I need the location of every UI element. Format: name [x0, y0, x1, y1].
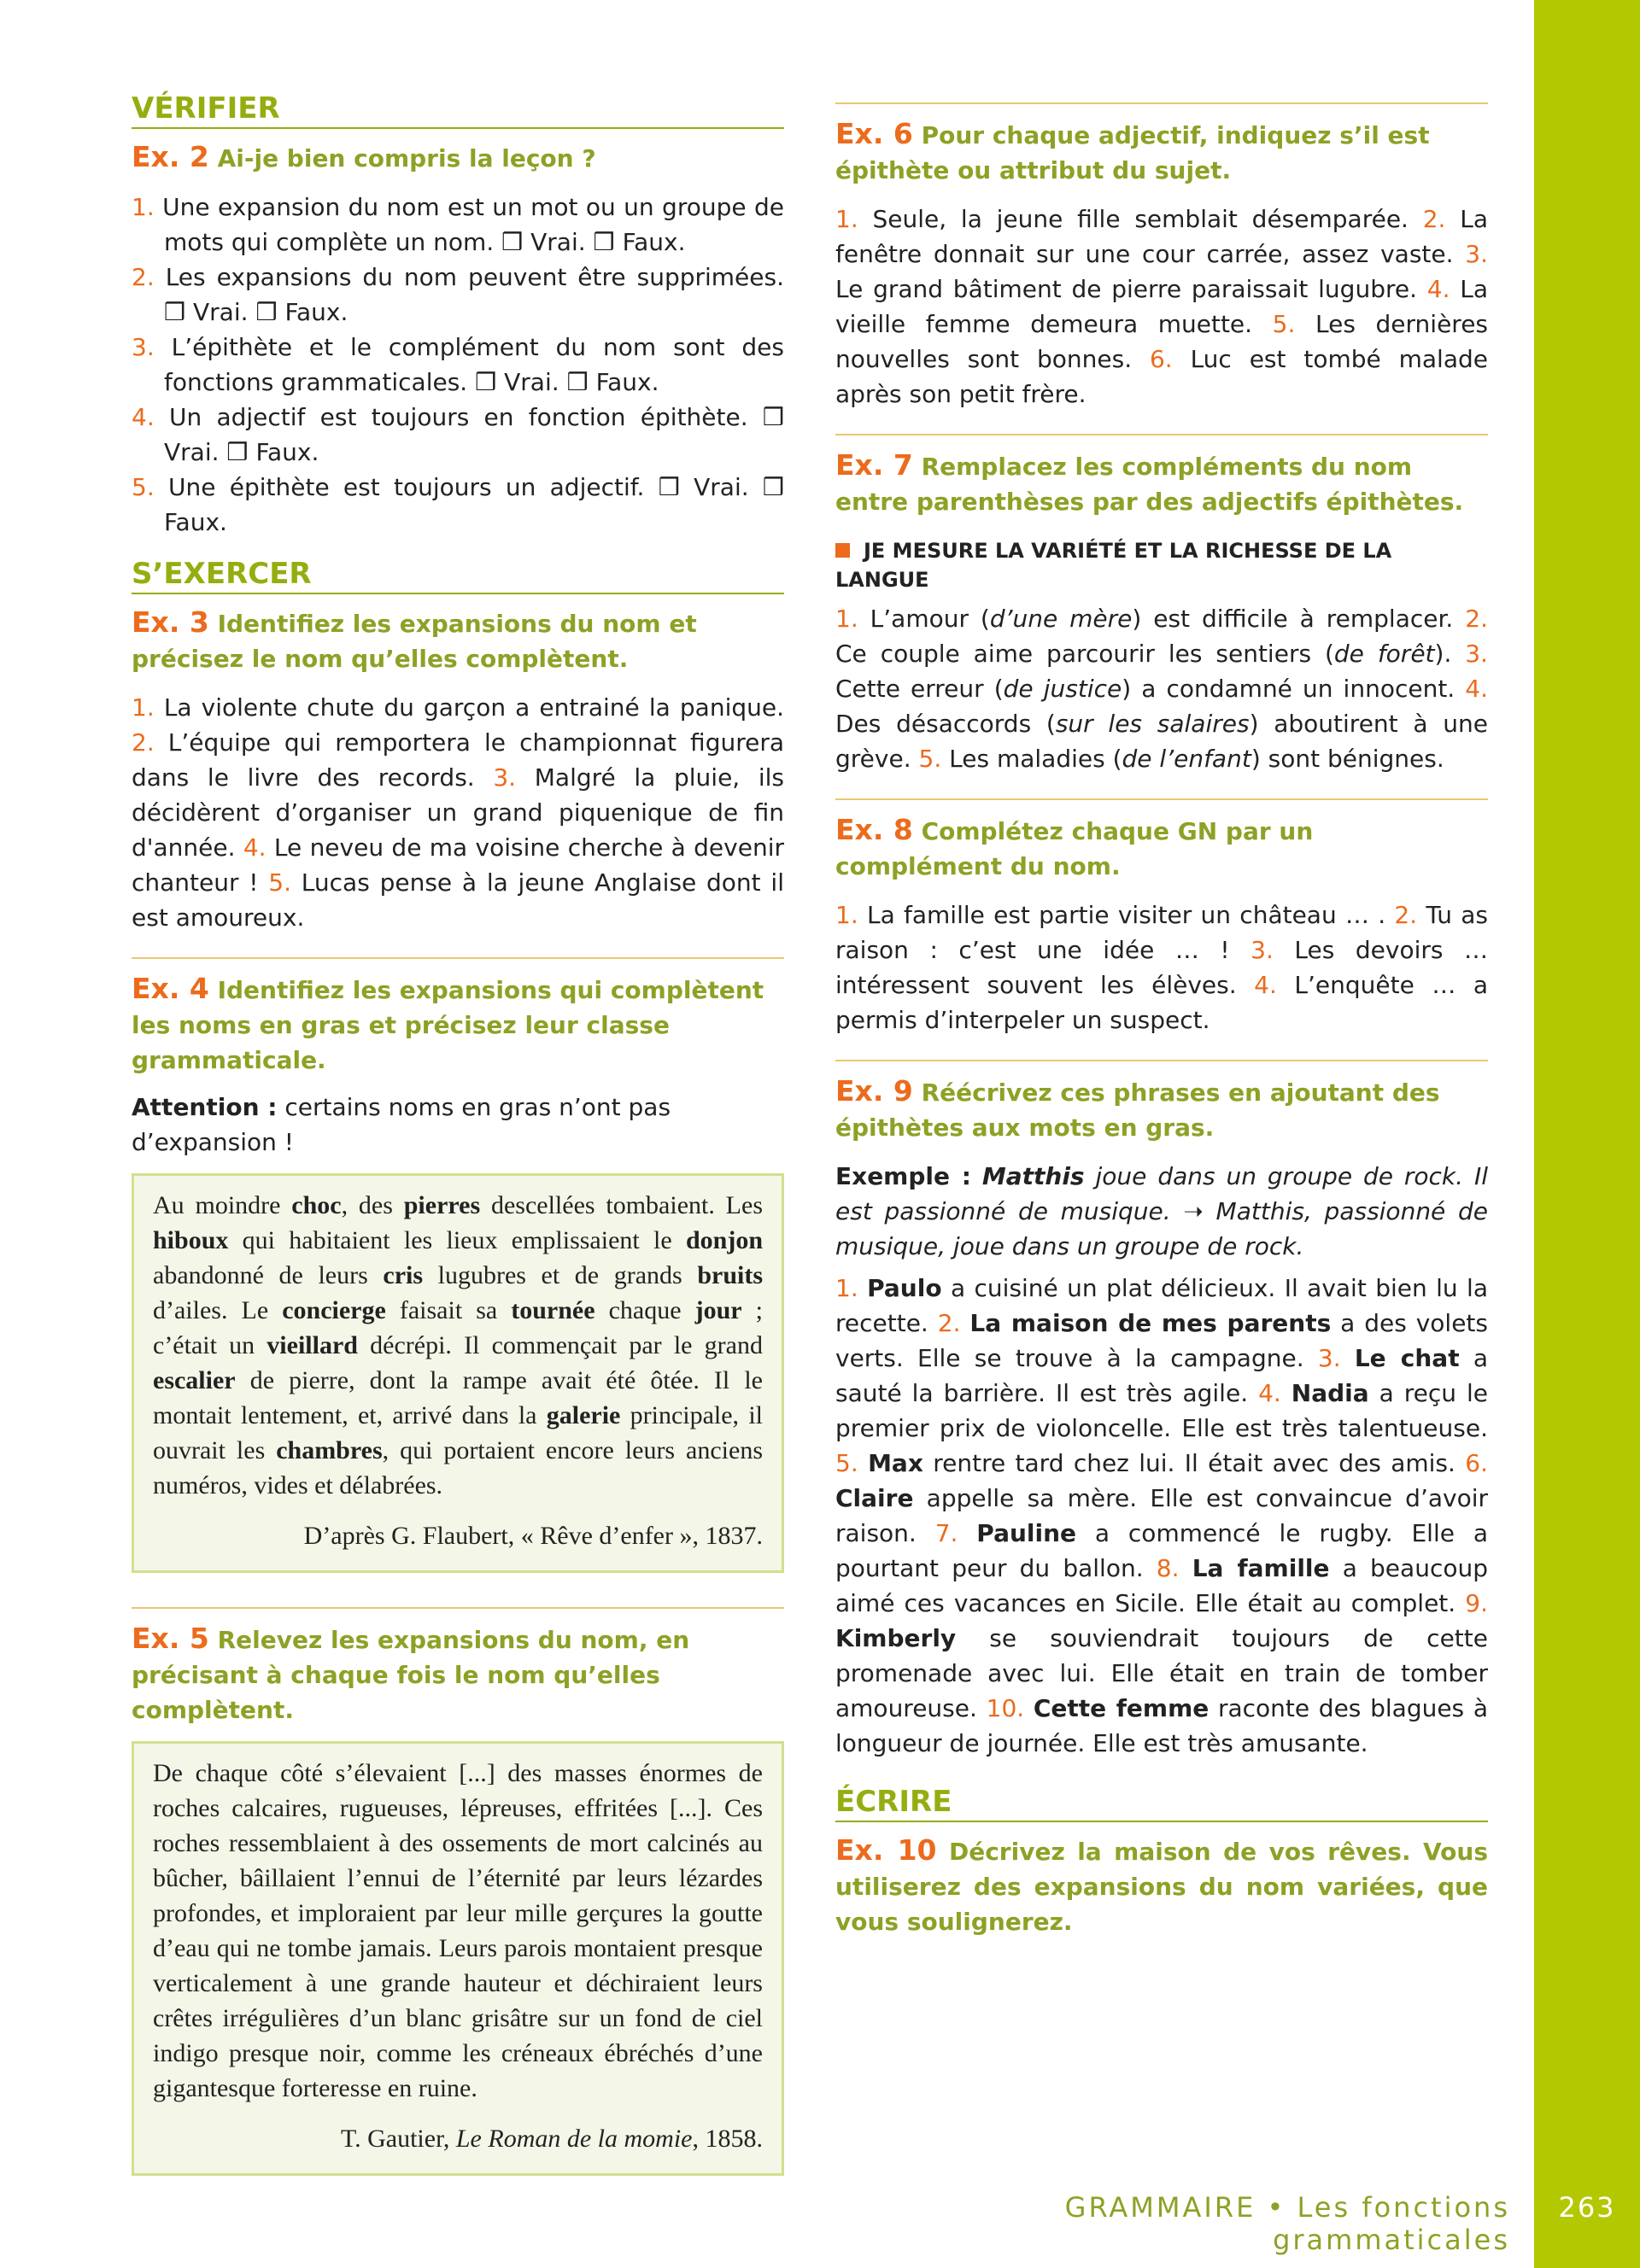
exercise-2-number: Ex. 2	[132, 140, 209, 173]
item-number: 2.	[132, 263, 155, 291]
item-text: Le neveu de ma voisine cherche à devenir chanteur !	[132, 833, 784, 897]
item-number: 3.	[1465, 240, 1488, 268]
item-text: appelle sa mère. Elle est convaincue d’avoir raison.	[835, 1484, 1488, 1547]
item-text: Les expansions du nom peuvent être supprimées.	[165, 263, 784, 291]
quote-text	[153, 1188, 763, 1503]
item-number: 1.	[835, 901, 858, 929]
bold-noun: pierres	[403, 1191, 481, 1219]
item-text: Cette erreur (	[835, 675, 1004, 703]
item-number: 2.	[1465, 605, 1488, 633]
exercise-8	[835, 812, 1488, 1038]
item-number: 1.	[835, 205, 858, 233]
separator	[835, 102, 1488, 104]
item-number: 5.	[835, 1449, 858, 1477]
bold-word: Max	[868, 1449, 923, 1477]
item-text: Une expansion du nom est un mot ou un groupe de mots qui complète un nom.	[162, 193, 784, 256]
footer-section: GRAMMAIRE	[1064, 2191, 1256, 2224]
quote-fragment: descellées tombaient. Les	[480, 1191, 763, 1219]
exercise-3-text	[132, 690, 784, 935]
exercise-8-number: Ex. 8	[835, 813, 913, 846]
exercise-3	[132, 605, 784, 935]
exercise-2	[132, 139, 784, 540]
item-text: a sauté la barrière. Il est très agile.	[835, 1344, 1489, 1407]
gautier-quote-box	[132, 1741, 784, 2176]
item-number: 5.	[1272, 310, 1296, 338]
checkbox-icon[interactable]: ❒	[762, 473, 785, 501]
item-number: 3.	[1250, 936, 1274, 964]
quote-fragment: qui habitaient les lieux emplissaient le	[228, 1226, 686, 1254]
list-item	[132, 260, 784, 330]
item-text: ) sont bénignes.	[1250, 745, 1444, 773]
checkbox-icon[interactable]: ❒	[658, 473, 680, 501]
checkbox-icon[interactable]: ❒	[501, 228, 524, 256]
quote-fragment: Au moindre	[153, 1191, 292, 1219]
vrai-label: Vrai.	[164, 438, 220, 466]
example-sentence: joue dans un groupe de rock. Il est passionné de musique. ➝ Matthis, passionné de musique, joue dans un groupe de rock.	[835, 1162, 1489, 1260]
exercise-3-heading	[132, 605, 784, 676]
exercise-6	[835, 116, 1488, 412]
italic-complement: de forêt	[1333, 640, 1435, 668]
checkbox-icon[interactable]: ❒	[566, 368, 589, 396]
quote-fragment: d’ailes. Le	[153, 1296, 283, 1324]
exercise-4	[132, 971, 784, 1573]
item-text: Malgré la pluie, ils décidèrent d’organiser un grand piquenique de fin d'année.	[132, 763, 785, 862]
item-number: 2.	[1394, 901, 1418, 929]
exercise-7-subtitle	[835, 536, 1488, 594]
quote-fragment: chaque	[594, 1296, 695, 1324]
item-text: Le grand bâtiment de pierre paraissait lugubre.	[835, 275, 1417, 303]
list-item	[132, 470, 784, 540]
bold-noun: jour	[694, 1296, 742, 1324]
item-number: 8.	[1156, 1554, 1180, 1582]
item-text: Les devoirs … intéressent souvent les élèves.	[835, 936, 1488, 999]
item-number: 6.	[1465, 1449, 1488, 1477]
item-number: 6.	[1149, 345, 1173, 373]
item-text: Luc est tombé malade après son petit frère.	[835, 345, 1488, 408]
item-number: 1.	[835, 605, 858, 633]
exercise-3-number: Ex. 3	[132, 605, 209, 639]
checkbox-icon[interactable]: ❒	[226, 438, 249, 466]
item-text: ) aboutirent à une grève.	[835, 710, 1489, 773]
side-color-band	[1534, 0, 1640, 2268]
list-item	[132, 190, 784, 260]
bold-noun: concierge	[282, 1296, 386, 1324]
quote-source	[153, 2121, 763, 2156]
subtitle-text: JE MESURE LA VARIÉTÉ ET LA RICHESSE DE LA LANGUE	[835, 539, 1392, 592]
item-text: Lucas pense à la jeune Anglaise dont il est amoureux.	[132, 868, 784, 932]
page-footer	[852, 2191, 1510, 2256]
quote-fragment: décrépi. Il commençait par le grand	[357, 1331, 763, 1359]
faux-label: Faux.	[622, 228, 686, 256]
item-text: Un adjectif est toujours en fonction épithète.	[168, 403, 748, 431]
italic-complement: d’une mère	[989, 605, 1133, 633]
exercise-10-heading	[835, 1833, 1488, 1939]
exercise-4-title: Identifiez les expansions qui complètent les noms en gras et précisez leur classe grammaticale.	[132, 976, 764, 1074]
item-text: ) a condamné un innocent.	[1122, 675, 1456, 703]
item-text: La famille est partie visiter un château … .	[866, 901, 1386, 929]
bold-word: Le chat	[1354, 1344, 1460, 1372]
bold-noun: donjon	[685, 1226, 763, 1254]
item-text: Ce couple aime parcourir les sentiers (	[835, 640, 1334, 668]
bold-word: Cette femme	[1033, 1694, 1210, 1722]
item-text: L’amour (	[870, 605, 990, 633]
item-text: Des désaccords (	[835, 710, 1056, 738]
exercise-2-heading	[132, 139, 784, 176]
item-text: a reçu le premier prix de violoncelle. Elle est très talentueuse.	[835, 1379, 1488, 1442]
exercise-9-title: Réécrivez ces phrases en ajoutant des épithètes aux mots en gras.	[835, 1078, 1440, 1142]
footer-topic: Les fonctions grammaticales	[1273, 2191, 1510, 2256]
exercise-4-number: Ex. 4	[132, 972, 209, 1005]
item-number: 4.	[243, 833, 266, 862]
item-text: L’enquête … a permis d’interpeler un suspect.	[835, 971, 1488, 1034]
page-number: 263	[1558, 2191, 1616, 2224]
checkbox-icon[interactable]: ❒	[593, 228, 615, 256]
quote-fragment: lugubres et de grands	[423, 1261, 698, 1289]
exercise-2-title: Ai-je bien compris la leçon ?	[217, 144, 596, 172]
exercise-8-title: Complétez chaque GN par un complément du nom.	[835, 817, 1314, 880]
italic-complement: de l’enfant	[1122, 745, 1251, 773]
faux-label: Faux.	[164, 508, 227, 536]
item-number: 5.	[918, 745, 942, 773]
faux-label: Faux.	[284, 298, 348, 326]
item-text: Les dernières nouvelles sont bonnes.	[835, 310, 1489, 373]
item-text: ).	[1434, 640, 1452, 668]
item-text: a commencé le rugby. Elle a pourtant peur du ballon.	[835, 1519, 1488, 1582]
item-number: 4.	[1465, 675, 1488, 703]
separator	[835, 434, 1488, 435]
checkbox-icon[interactable]: ❒	[164, 298, 186, 326]
item-text: raconte des blagues à longueur de journée. Elle est très amusante.	[835, 1694, 1489, 1757]
item-text: L’équipe qui remportera le championnat figurera dans le livre des records.	[132, 728, 785, 792]
bold-noun: chambres	[276, 1436, 383, 1464]
item-number: 5.	[268, 868, 292, 897]
exercise-7	[835, 447, 1488, 776]
list-item	[132, 330, 784, 400]
italic-complement: sur les salaires	[1055, 710, 1250, 738]
item-text: rentre tard chez lui. Il était avec des amis.	[922, 1449, 1456, 1477]
quote-fragment: de pierre, dont la rampe avait été ôtée. Il le montait lentement, et, arrivé dans la	[153, 1366, 763, 1429]
exercise-10-title: Décrivez la maison de vos rêves. Vous utiliserez des expansions du nom variées, que vous soulignerez.	[835, 1838, 1489, 1936]
item-text: a beaucoup aimé ces vacances en Sicile. Elle était au complet.	[835, 1554, 1488, 1617]
quote-fragment: ; c’était un	[153, 1296, 763, 1359]
quote-fragment: principale, il ouvrait les	[153, 1401, 763, 1464]
attention-note	[132, 1090, 784, 1160]
item-number: 10.	[986, 1694, 1025, 1722]
exercise-7-heading	[835, 447, 1488, 519]
exercise-8-text	[835, 897, 1488, 1038]
item-number: 3.	[1465, 640, 1489, 668]
bold-word: La famille	[1192, 1554, 1330, 1582]
item-number: 9.	[1465, 1589, 1488, 1617]
separator	[132, 1607, 784, 1609]
quote-text: De chaque côté s’élevaient [...] des masses énormes de roches calcaires, rugueuses, lépreuses, effritées [...]. Ces roches ressemblaient à des ossements de mort calcinés au bûcher, bâillaient l’ennui de l’éternité par leurs lézardes profondes, et imploraient par leur mille gerçures la goutte d’eau qui ne tombe jamais. Leurs parois montaient presque verticalement à une grande hauteur et déchiraient leurs crêtes irrégulières d’un blanc grisâtre sur un fond de ciel indigo presque noir, comme les créneaux ébréchés d’une gigantesque forteresse en ruine.	[153, 1759, 763, 2102]
exercise-5-heading	[132, 1621, 784, 1727]
item-number: 4.	[1254, 971, 1277, 999]
section-ecrire: ÉCRIRE	[835, 1783, 1488, 1822]
quote-fragment: , des	[341, 1191, 404, 1219]
bold-noun: bruits	[697, 1261, 763, 1289]
exercise-9-heading	[835, 1073, 1488, 1145]
exercise-6-title: Pour chaque adjectif, indiquez s’il est épithète ou attribut du sujet.	[835, 121, 1430, 184]
item-text: La fenêtre donnait sur une cour carrée, assez vaste.	[835, 205, 1488, 268]
example-bold-word: Matthis	[981, 1162, 1085, 1190]
exercise-7-title: Remplacez les compléments du nom entre parenthèses par des adjectifs épithètes.	[835, 453, 1464, 516]
item-text: Les maladies (	[949, 745, 1122, 773]
exercise-8-heading	[835, 812, 1488, 884]
item-number: 2.	[132, 728, 155, 757]
faux-label: Faux.	[255, 438, 319, 466]
item-number: 7.	[934, 1519, 958, 1547]
exercise-9	[835, 1073, 1488, 1761]
item-text: a des volets verts. Elle se trouve à la campagne.	[835, 1309, 1488, 1372]
exercise-5-title: Relevez les expansions du nom, en précisant à chaque fois le nom qu’elles complètent.	[132, 1626, 690, 1724]
flaubert-quote-box	[132, 1173, 784, 1573]
attention-text: certains noms en gras n’ont pas d’expansion !	[132, 1093, 671, 1156]
separator	[835, 798, 1488, 800]
example-label: Exemple :	[835, 1162, 971, 1190]
exercise-6-number: Ex. 6	[835, 117, 913, 150]
vrai-label: Vrai.	[193, 298, 249, 326]
exercise-6-text	[835, 202, 1488, 412]
vrai-label: Vrai.	[530, 228, 586, 256]
quote-fragment: abandonné de leurs	[153, 1261, 384, 1289]
separator	[835, 1060, 1488, 1061]
exercise-10	[835, 1833, 1488, 1939]
exercise-9-text	[835, 1271, 1488, 1761]
bold-word: La maison de mes parents	[969, 1309, 1332, 1337]
orange-square-icon	[835, 543, 850, 558]
exercise-6-heading	[835, 116, 1488, 188]
bold-word: Claire	[835, 1484, 914, 1512]
checkbox-icon[interactable]: ❒	[762, 403, 784, 431]
section-verifier: VÉRIFIER	[132, 90, 784, 129]
exercise-10-number: Ex. 10	[835, 1833, 937, 1867]
left-column	[132, 90, 784, 2176]
item-text: La violente chute du garçon a entrainé la panique.	[163, 693, 784, 722]
bold-word: Pauline	[976, 1519, 1077, 1547]
source-title: Le Roman de la momie	[455, 2125, 693, 2153]
item-number: 5.	[132, 473, 155, 501]
item-number: 2.	[937, 1309, 961, 1337]
bold-word: Paulo	[867, 1274, 942, 1302]
bold-noun: hiboux	[153, 1226, 229, 1254]
checkbox-icon[interactable]: ❒	[475, 368, 497, 396]
item-number: 1.	[132, 193, 155, 221]
exercise-7-number: Ex. 7	[835, 448, 913, 482]
item-text: se souviendrait toujours de cette promenade avec lui. Elle était en train de tomber amoureuse.	[835, 1624, 1488, 1722]
item-text: Seule, la jeune fille semblait désemparée.	[872, 205, 1409, 233]
item-text: L’épithète et le complément du nom sont des fonctions grammaticales.	[164, 333, 784, 396]
exercise-5	[132, 1621, 784, 2176]
quote-fragment: , qui portaient encore leurs anciens numéros, vides et délabrées.	[153, 1436, 763, 1499]
bold-word: Kimberly	[835, 1624, 957, 1652]
item-number: 3.	[132, 333, 155, 361]
item-number: 3.	[493, 763, 517, 792]
item-number: 1.	[835, 1274, 858, 1302]
exercise-5-number: Ex. 5	[132, 1622, 209, 1655]
bold-noun: tournée	[511, 1296, 595, 1324]
separator	[132, 957, 784, 959]
item-number: 4.	[132, 403, 155, 431]
checkbox-icon[interactable]: ❒	[255, 298, 278, 326]
attention-label: Attention :	[132, 1093, 278, 1121]
item-number: 2.	[1422, 205, 1446, 233]
exercise-7-text	[835, 601, 1488, 776]
item-text: ) est difficile à remplacer.	[1132, 605, 1454, 633]
section-exercer: S’EXERCER	[132, 555, 784, 594]
item-text: La vieille femme demeura muette.	[835, 275, 1488, 338]
list-item	[132, 400, 784, 470]
footer-bullet: •	[1267, 2191, 1286, 2224]
quote-source: D’après G. Flaubert, « Rêve d’enfer », 1837.	[303, 1522, 763, 1550]
item-number: 4.	[1426, 275, 1450, 303]
bold-noun: vieillard	[266, 1331, 358, 1359]
exercise-2-list	[132, 190, 784, 540]
bold-noun: escalier	[153, 1366, 236, 1394]
vrai-label: Vrai.	[504, 368, 559, 396]
item-number: 1.	[132, 693, 155, 722]
exercise-3-title: Identifiez les expansions du nom et précisez le nom qu’elles complètent.	[132, 610, 697, 673]
bold-noun: galerie	[546, 1401, 621, 1429]
exercise-9-example	[835, 1159, 1488, 1264]
bold-noun: cris	[383, 1261, 424, 1289]
exercise-9-number: Ex. 9	[835, 1074, 913, 1108]
item-number: 3.	[1317, 1344, 1341, 1372]
source-author: T. Gautier,	[341, 2125, 456, 2153]
source-year: , 1858.	[692, 2125, 763, 2153]
vrai-label: Vrai.	[694, 473, 749, 501]
item-text: a cuisiné un plat délicieux. Il avait bien lu la recette.	[835, 1274, 1488, 1337]
bold-word: Nadia	[1291, 1379, 1369, 1407]
quote-fragment: faisait sa	[385, 1296, 512, 1324]
item-number: 4.	[1258, 1379, 1281, 1407]
bold-noun: choc	[291, 1191, 342, 1219]
faux-label: Faux.	[595, 368, 659, 396]
right-column	[835, 102, 1488, 1939]
item-text: Une épithète est toujours un adjectif.	[168, 473, 645, 501]
exercise-4-heading	[132, 971, 784, 1078]
item-text: Tu as raison : c’est une idée … !	[835, 901, 1488, 964]
italic-complement: de justice	[1003, 675, 1122, 703]
